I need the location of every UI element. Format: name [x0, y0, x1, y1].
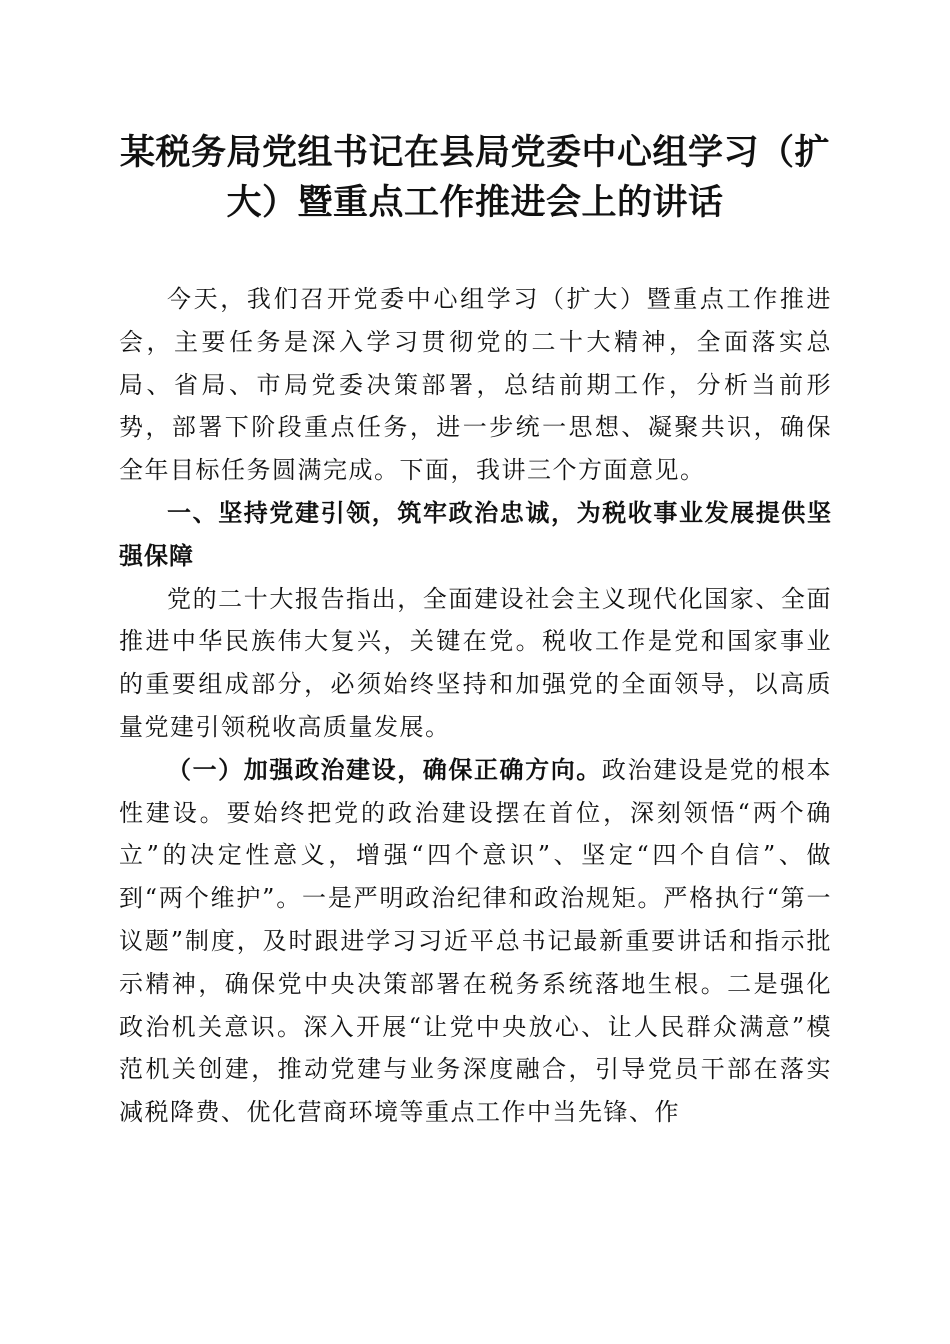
document-body [119, 278, 832, 1134]
subsection-heading-1: （一）加强政治建设，确保正确方向。 [167, 754, 602, 784]
paragraph-intro: 今天，我们召开党委中心组学习（扩大）暨重点工作推进会，主要任务是深入学习贯彻党的二十大精神，全面落实总局、省局、市局党委决策部署，总结前期工作，分析当前形势，部署下阶段重点任务，进一步统一思想、凝聚共识，确保全年目标任务圆满完成。下面，我讲三个方面意见。 [119, 285, 832, 485]
subsection-text-1: 政治建设是党的根本性建设。要始终把党的政治建设摆在首位，深刻领悟“两个确立”的决定性意义，增强“四个意识”、坚定“四个自信”、做到“两个维护”。一是严明政治纪律和政治规矩。严格执行“第一议题”制度，及时跟进学习习近平总书记最新重要讲话和指示批示精神，确保党中央决策部署在税务系统落地生根。二是强化政治机关意识。深入开展“让党中央放心、让人民群众满意”模范机关创建，推动党建与业务深度融合，引导党员干部在落实减税降费、优化营商环境等重点工作中当先锋、作 [119, 755, 832, 1127]
paragraph-section-1-intro: 党的二十大报告指出，全面建设社会主义现代化国家、全面推进中华民族伟大复兴，关键在党。税收工作是党和国家事业的重要组成部分，必须始终坚持和加强党的全面领导，以高质量党建引领税收高质量发展。 [119, 584, 832, 741]
section-heading-1: 一、坚持党建引领，筑牢政治忠诚，为税收事业发展提供坚强保障 [119, 498, 832, 570]
document-title: 某税务局党组书记在县局党委中心组学习（扩大）暨重点工作推进会上的讲话 [119, 132, 830, 223]
paragraph-subsection-1 [119, 749, 832, 1134]
